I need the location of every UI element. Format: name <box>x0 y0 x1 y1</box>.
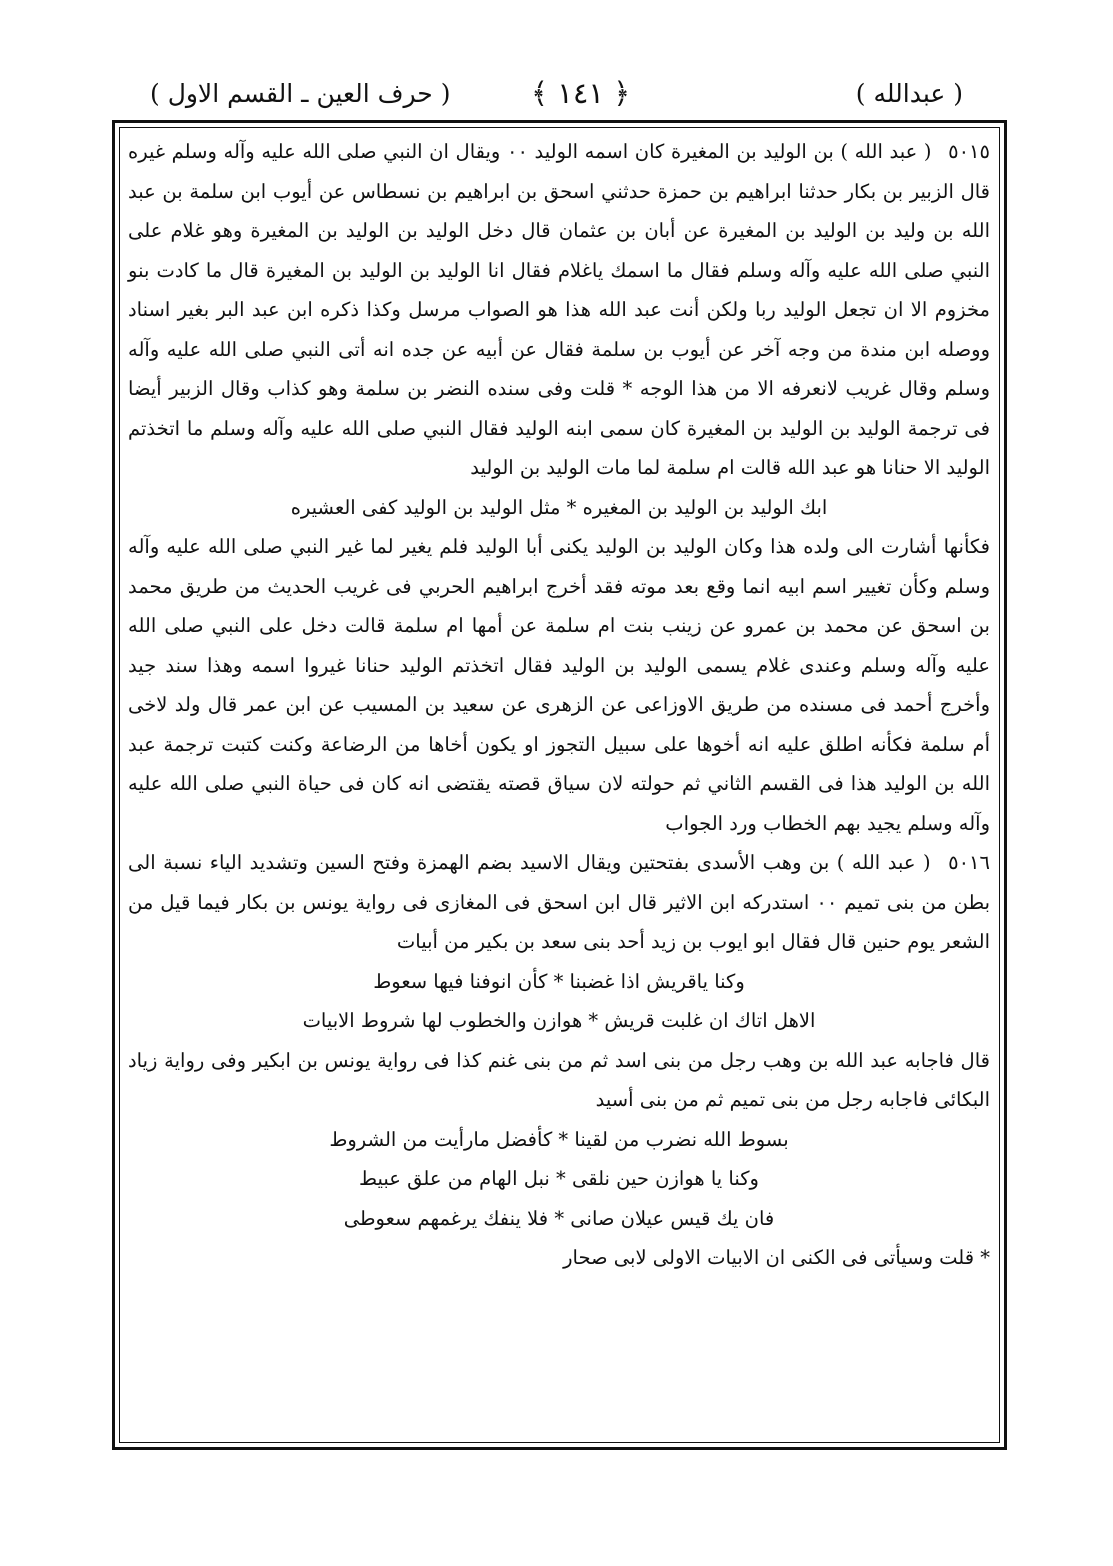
entry-5016 <box>128 843 990 962</box>
chapter-title: ( حرف العين ـ القسم الاول ) <box>150 78 451 108</box>
closing-note: * قلت وسيأتى فى الكنى ان الابيات الاولى لابى صحار <box>563 1246 990 1269</box>
poem-line: الاهل اتاك ان غلبت قريش * هوازن والخطوب لها شروط الابيات <box>302 1009 816 1032</box>
poem-line: ابك الوليد بن الوليد بن المغيره * مثل الوليد بن الوليد كفى العشيره <box>290 495 828 519</box>
entry-text: ( عبد الله ) بن وهب الأسدى بفتحتين ويقال الاسيد بضم الهمزة وفتح السين وتشديد الياء نسبة الى بطن من بنى تميم ٠٠ استدركه ابن الاثير قال ابن اسحق فى المغازى فى رواية يونس بن بكار فيما قيل من الشعر يوم حنين قال فقال ابو ايوب بن زيد أحد بنى سعد بن بكير من أبيات <box>128 851 990 953</box>
entry-number: ٥٠١٦ <box>948 851 991 874</box>
page-header <box>150 70 963 116</box>
entry-5015 <box>128 132 990 488</box>
page-body <box>128 132 990 1278</box>
poem-line: وكنا يا هوازن حين نلقى * نبل الهام من علق عبيط <box>359 1167 759 1190</box>
page-number: ﴿ ١٤١ ﴾ <box>531 76 631 110</box>
entry-continuation: فكأنها أشارت الى ولده هذا وكان الوليد بن الوليد يكنى أبا الوليد فلم يغير لما غير النبي صلى الله عليه وآله وسلم وكأن تغيير اسم ابيه انما وقع بعد موته فقد أخرج ابراهيم الحربي فى غريب الحديث من طريق محمد بن اسحق عن محمد بن عمرو عن زينب بنت ام سلمة عن أمها ام سلمة قالت دخل على النبي صلى الله عليه وآله وسلم وعندى غلام يسمى الوليد بن الوليد فقال اتخذتم الوليد حنانا غيروا اسمه وهذا سند جيد وأخرج أحمد فى مسنده من طريق الاوزاعى عن الزهرى عن سعيد بن المسيب عن ابن عمر قال ولد لاخى أم سلمة فكأنه اطلق عليه انه أخوها على سبيل التجوز او يكون أخاها من الرضاعة وكنت كتبت ترجمة عبد الله بن الوليد هذا فى القسم الثاني ثم حولته لان سياق قصته يقتضى انه كان فى حياة النبي صلى الله عليه وآله وسلم يجيد بهم الخطاب ورد الجواب <box>128 535 990 835</box>
poem-line: بسوط الله نضرب من لقينا * كأفضل مارأيت من الشروط <box>329 1127 789 1151</box>
running-head: ( عبدالله ) <box>855 78 963 108</box>
entry-number: ٥٠١٥ <box>948 140 991 163</box>
poem-line: فان يك قيس عيلان صانى * فلا ينفك يرغمهم سعوطى <box>343 1206 775 1230</box>
entry-continuation: قال فاجابه عبد الله بن وهب رجل من بنى اسد ثم من بنى غنم كذا فى رواية يونس بن ابكير وفى رواية زياد البكائى فاجابه رجل من بنى تميم ثم من بنى أسيد <box>128 1048 990 1111</box>
poem-line: وكنا ياقريش اذا غضبنا * كأن انوفنا فيها سعوط <box>373 969 745 993</box>
entry-text: ( عبد الله ) بن الوليد بن المغيرة كان اسمه الوليد ٠٠ ويقال ان النبي صلى الله عليه وآله وسلم غيره قال الزبير بن بكار حدثنا ابراهيم بن حمزة حدثني اسحق بن ابراهيم بن نسطاس عن أيوب ابن سلمة بن عبد الله بن وليد بن الوليد بن المغيرة عن أبان بن عثمان قال دخل الوليد بن الوليد بن المغيرة وهو غلام على النبي صلى الله عليه وآله وسلم فقال ما اسمك ياغلام فقال انا الوليد بن الوليد بن المغيرة قال ما كادت بنو مخزوم الا ان تجعل الوليد ربا ولكن أنت عبد الله هذا هو الصواب مرسل وكذا ذكره ابن عبد البر بغير اسناد ووصله ابن مندة من وجه آخر عن أيوب بن سلمة فقال عن أبيه عن جده انه أتى النبي صلى الله عليه وآله وسلم وقال غريب لانعرفه الا من هذا الوجه * قلت وفى سنده النضر بن سلمة وهو كذاب وقال الزبير أيضا فى ترجمة الوليد بن الوليد بن المغيرة كان سمى ابنه الوليد فقال النبي صلى الله عليه وآله وسلم ما اتخذتم الوليد الا حنانا هو عبد الله قالت ام سلمة لما مات الوليد بن الوليد <box>128 140 990 479</box>
